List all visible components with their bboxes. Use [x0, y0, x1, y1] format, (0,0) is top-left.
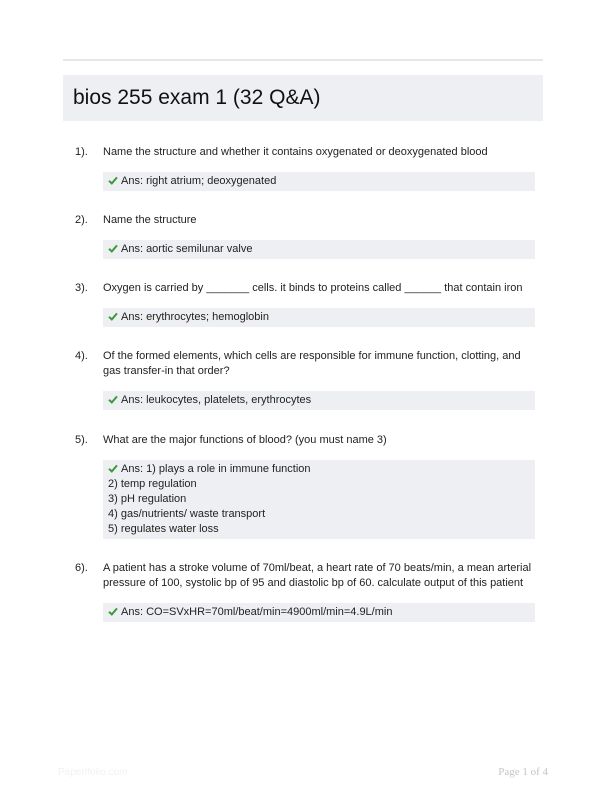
question-text: Name the structure and whether it contains oxygenated or deoxygenated blood	[103, 146, 488, 158]
footer-watermark: Papertfolio.com	[58, 767, 128, 778]
answer-box	[103, 308, 535, 327]
question-item-5	[75, 433, 535, 539]
question-text: Name the structure	[103, 214, 197, 226]
answer-text: Ans: 1) plays a role in immune function	[121, 463, 311, 475]
answer-line: 2) temp regulation	[108, 478, 197, 490]
answer-line: 5) regulates water loss	[108, 523, 219, 535]
answer-text: Ans: right atrium; deoxygenated	[121, 175, 277, 187]
check-icon	[108, 395, 118, 404]
answer-line: 3) pH regulation	[108, 493, 187, 505]
question-number: 2).	[75, 214, 88, 226]
answer-text: Ans: leukocytes, platelets, erythrocytes	[121, 394, 312, 406]
answer-box	[103, 603, 535, 622]
check-icon	[108, 176, 118, 185]
title-bar	[63, 75, 543, 121]
answer-box	[103, 172, 535, 191]
check-icon	[108, 244, 118, 253]
question-text: Oxygen is carried by _______ cells. it binds to proteins called ______ that contain iron	[103, 282, 523, 294]
answer-text: Ans: CO=SVxHR=70ml/beat/min=4900ml/min=4.9L/min	[121, 606, 393, 618]
question-number: 6).	[75, 562, 88, 574]
check-icon	[108, 607, 118, 616]
question-number: 3).	[75, 282, 88, 294]
question-item-6	[75, 561, 535, 622]
question-number: 1).	[75, 146, 88, 158]
question-item-2	[75, 213, 535, 259]
question-text: A patient has a stroke volume of 70ml/beat, a heart rate of 70 beats/min, a mean arterial pressure of 100, systolic bp of 95 and diastolic bp of 60. calculate output of this patient	[103, 562, 532, 589]
question-item-1	[75, 145, 535, 191]
page-title: bios 255 exam 1 (32 Q&A)	[73, 86, 321, 109]
answer-line: 4) gas/nutrients/ waste transport	[108, 508, 266, 520]
check-icon	[108, 312, 118, 321]
question-text: What are the major functions of blood? (you must name 3)	[103, 434, 387, 446]
answer-box	[103, 240, 535, 259]
question-text: Of the formed elements, which cells are responsible for immune function, clotting, and gas transfer-in that order?	[103, 350, 521, 377]
question-number: 5).	[75, 434, 88, 446]
page-number: Page 1 of 4	[498, 766, 548, 778]
question-number: 4).	[75, 350, 88, 362]
top-divider	[63, 59, 543, 61]
question-item-3	[75, 281, 535, 327]
check-icon	[108, 464, 118, 473]
answer-box	[103, 391, 535, 410]
answer-text: Ans: aortic semilunar valve	[121, 243, 253, 255]
answer-box	[103, 460, 535, 539]
question-item-4	[75, 349, 535, 410]
answer-text: Ans: erythrocytes; hemoglobin	[121, 311, 269, 323]
